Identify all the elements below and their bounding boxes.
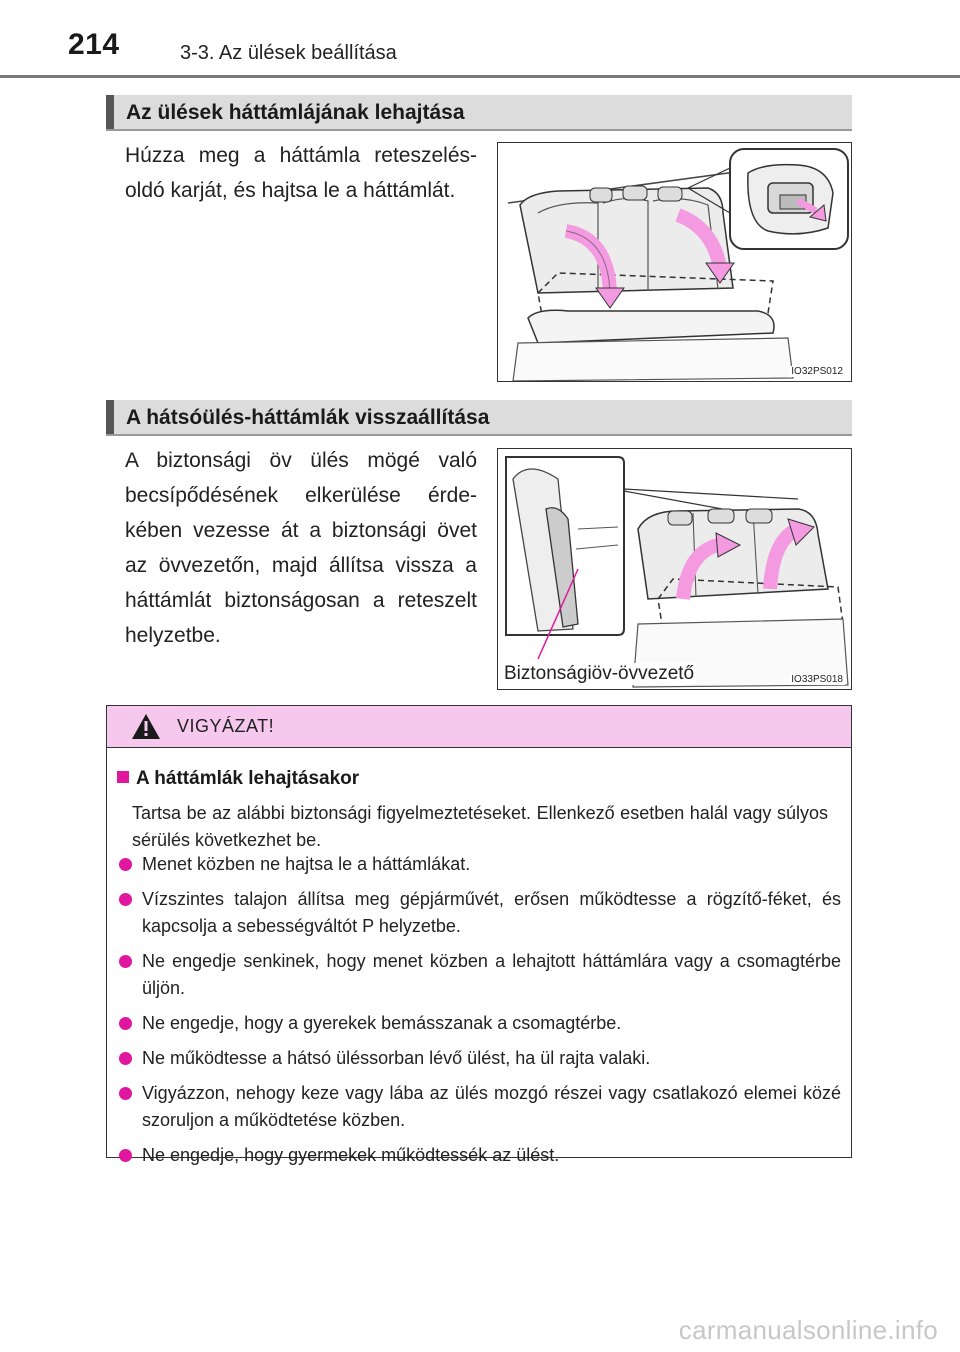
figure-fold-backrest <box>497 142 852 382</box>
section-heading-fold-backrest <box>106 95 852 131</box>
list-item: Ne engedje, hogy gyermekek működtessék az ülést. <box>119 1142 841 1169</box>
list-item: Vigyázzon, nehogy keze vagy lába az ülés mozgó részei vagy csatlakozó elemei közé szoruljon a működtetése közben. <box>119 1080 841 1134</box>
figure-restore-backrest <box>497 448 852 690</box>
list-item: Vízszintes talajon állítsa meg gépjárművét, erősen működtesse a rögzítő-féket, és kapcsolja a sebességváltót P helyzetbe. <box>119 886 841 940</box>
watermark: carmanualsonline.info <box>678 1315 938 1345</box>
page-number: 214 <box>68 28 120 61</box>
section-title: Az ülések háttámlájának lehajtása <box>126 101 465 124</box>
instruction-restore-text: A biztonsági öv ülés mögé való becsípődésének elkerülése érde-kében vezesse át a biztonsági övet az övvezetőn, majd állítsa vissza a háttámlát biztonságosan a reteszelt helyzetbe. <box>125 449 477 647</box>
list-item: Ne engedje senkinek, hogy menet közben a lehajtott háttámlára vagy a csomagtérbe üljön. <box>119 948 841 1002</box>
warning-triangle-icon <box>131 713 161 740</box>
bullet-dot-icon <box>119 955 132 968</box>
instruction-fold-text: Húzza meg a háttámla reteszelés-oldó karját, és hajtsa le a háttámlát. <box>125 144 477 202</box>
list-item: Ne engedje, hogy a gyerekek bemásszanak a csomagtérbe. <box>119 1010 841 1037</box>
belt-guide-callout: Biztonságiöv-övvezető <box>504 663 695 684</box>
seat-fold-illustration <box>498 143 852 382</box>
seat-restore-illustration <box>498 449 852 690</box>
warning-box <box>106 705 852 1165</box>
bullet-dot-icon <box>119 1149 132 1162</box>
warning-title: VIGYÁZAT! <box>177 716 275 736</box>
bullet-dot-icon <box>119 1087 132 1100</box>
list-item: Menet közben ne hajtsa le a háttámlákat. <box>119 851 841 878</box>
warning-subheading <box>117 768 359 790</box>
list-item: Ne működtesse a hátsó üléssorban lévő ülést, ha ül rajta valaki. <box>119 1045 841 1072</box>
warning-list <box>119 851 841 1177</box>
square-bullet-icon <box>117 771 129 783</box>
warning-subheading-text: A háttámlák lehajtásakor <box>136 768 360 789</box>
bullet-dot-icon <box>119 1017 132 1030</box>
bullet-dot-icon <box>119 858 132 871</box>
figure-code: IO33PS018 <box>791 674 843 685</box>
warning-header <box>107 706 851 748</box>
section-heading-restore-backrest <box>106 400 852 436</box>
running-head: 3-3. Az ülések beállítása <box>180 42 397 64</box>
header-divider <box>0 75 960 78</box>
bullet-dot-icon <box>119 893 132 906</box>
bullet-dot-icon <box>119 1052 132 1065</box>
figure-code: IO32PS012 <box>791 366 843 377</box>
section-title: A hátsóülés-háttámlák visszaállítása <box>126 406 490 429</box>
warning-intro: Tartsa be az alábbi biztonsági figyelmeztetéseket. Ellenkező esetben halál vagy súlyos sérülés következhet be. <box>132 803 828 850</box>
